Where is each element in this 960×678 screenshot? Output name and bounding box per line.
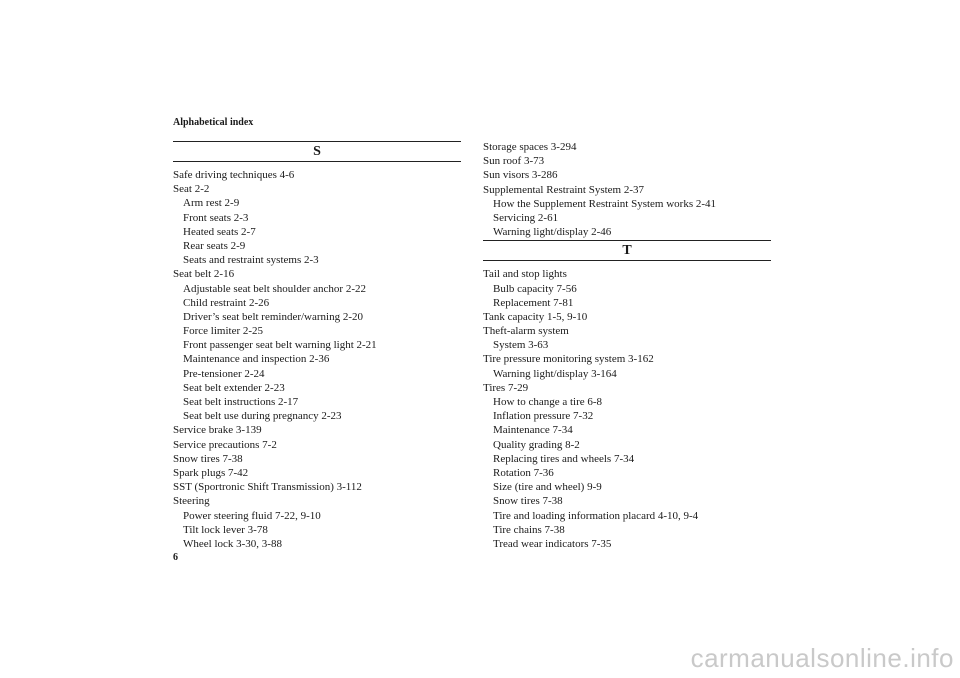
- index-entry: Service brake 3-139: [173, 424, 262, 437]
- index-subentry: Size (tire and wheel) 9-9: [493, 481, 602, 494]
- index-entry: Snow tires 7-38: [173, 452, 243, 465]
- index-entry: Tires 7-29: [483, 381, 529, 394]
- index-entry: Safe driving techniques 4-6: [173, 169, 295, 181]
- index-subentry: Seat belt use during pregnancy 2-23: [183, 410, 342, 423]
- section-letter-s: S: [173, 141, 461, 162]
- index-subentry: Seat belt extender 2-23: [183, 381, 285, 394]
- watermark-text: carmanualsonline.info: [690, 643, 954, 673]
- section-letter-t: T: [483, 240, 771, 261]
- index-subentry: Wheel lock 3-30, 3-88: [183, 537, 282, 550]
- index-subentry: Arm rest 2-9: [183, 197, 240, 210]
- index-subentry: Replacing tires and wheels 7-34: [493, 452, 635, 465]
- index-subentry: Tilt lock lever 3-78: [183, 523, 268, 536]
- index-subentry: Maintenance and inspection 2-36: [183, 353, 330, 366]
- index-entry: Tank capacity 1-5, 9-10: [483, 310, 588, 323]
- index-subentry: Servicing 2-61: [493, 211, 559, 224]
- index-subentry: How the Supplement Restraint System works 2-41: [493, 197, 717, 210]
- index-entry: Theft-alarm system: [483, 325, 569, 338]
- page-number: 6: [173, 552, 178, 563]
- index-entry: Tire pressure monitoring system 3-162: [483, 353, 654, 366]
- index-subentry: Tire chains 7-38: [493, 523, 565, 536]
- index-subentry: Warning light/display 2-46: [493, 226, 612, 239]
- index-subentry: Maintenance 7-34: [493, 424, 573, 437]
- index-subentry: Quality grading 8-2: [493, 438, 580, 451]
- index-entry: Spark plugs 7-42: [173, 466, 249, 479]
- index-entry: Supplemental Restraint System 2-37: [483, 183, 645, 196]
- index-entry: Tail and stop lights: [483, 268, 567, 281]
- index-subentry: Warning light/display 3-164: [493, 367, 617, 380]
- index-subentry: Power steering fluid 7-22, 9-10: [183, 509, 321, 522]
- right-entry-list: [483, 267, 771, 551]
- index-subentry: Replacement 7-81: [493, 296, 574, 309]
- index-subentry: Inflation pressure 7-32: [493, 410, 594, 423]
- page-header-title: Alphabetical index: [173, 117, 254, 128]
- index-entry: Sun visors 3-286: [483, 169, 558, 182]
- right-index-column: [483, 140, 771, 551]
- index-subentry: Child restraint 2-26: [183, 296, 270, 309]
- index-entry: Seat belt 2-16: [173, 268, 235, 281]
- index-subentry: Seats and restraint systems 2-3: [183, 254, 319, 267]
- index-subentry: Force limiter 2-25: [183, 325, 264, 338]
- right-pre-entry-list: [483, 140, 771, 239]
- index-subentry: Snow tires 7-38: [493, 495, 563, 508]
- index-subentry: Rear seats 2-9: [183, 239, 246, 252]
- index-entry: Seat 2-2: [173, 183, 210, 196]
- index-entry: Service precautions 7-2: [173, 438, 277, 451]
- index-subentry: Pre-tensioner 2-24: [183, 367, 265, 380]
- index-subentry: Front passenger seat belt warning light 2-21: [183, 339, 377, 352]
- left-index-column: [173, 140, 461, 551]
- index-subentry: Front seats 2-3: [183, 211, 249, 224]
- index-subentry: Seat belt instructions 2-17: [183, 396, 299, 408]
- index-entry: Sun roof 3-73: [483, 155, 545, 168]
- index-subentry: System 3-63: [493, 339, 549, 352]
- index-entry: SST (Sportronic Shift Transmission) 3-112: [173, 481, 362, 494]
- index-entry: Steering: [173, 495, 210, 508]
- index-subentry: Adjustable seat belt shoulder anchor 2-22: [183, 282, 366, 295]
- index-subentry: Driver’s seat belt reminder/warning 2-20: [183, 310, 364, 323]
- index-subentry: Tread wear indicators 7-35: [493, 537, 612, 550]
- index-subentry: Heated seats 2-7: [183, 225, 256, 238]
- index-subentry: Tire and loading information placard 4-10, 9-4: [493, 509, 699, 522]
- index-subentry: How to change a tire 6-8: [493, 396, 603, 408]
- index-subentry: Bulb capacity 7-56: [493, 282, 577, 295]
- index-entry: Storage spaces 3-294: [483, 141, 577, 153]
- left-entry-list: [173, 168, 461, 551]
- index-subentry: Rotation 7-36: [493, 466, 554, 479]
